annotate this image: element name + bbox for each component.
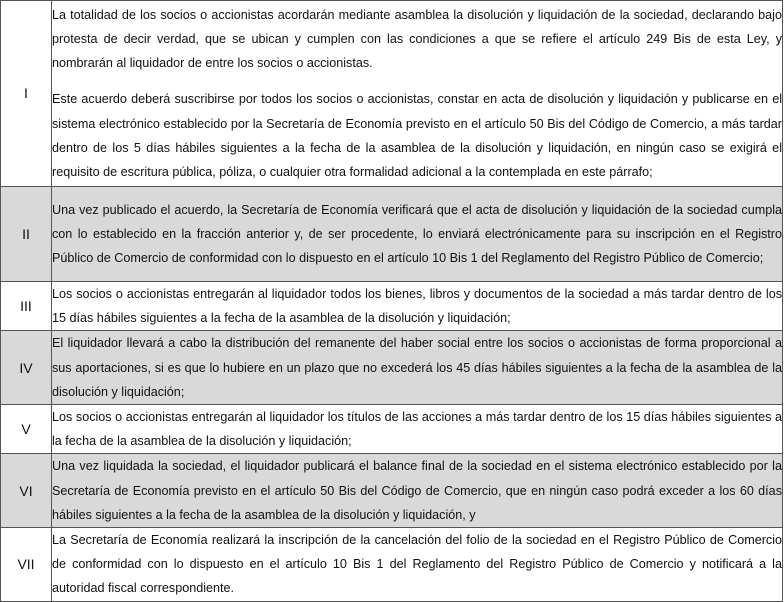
row-numeral: I	[1, 1, 52, 187]
table-row	[1, 528, 783, 602]
table-row	[1, 331, 783, 405]
table-row	[1, 454, 783, 528]
row-numeral: VI	[1, 454, 52, 528]
paragraph: Este acuerdo deberá suscribirse por todos los socios o accionistas, constar en acta de disolución y liquidación y publicarse en el sistema electrónico establecido por la Secretaría de Economía previsto en el artículo 50 Bis del Código de Comercio, a más tardar dentro de los 5 días hábiles siguientes a la fecha de la asamblea de la disolución y liquidación, en ningún caso se exigirá el requisito de escritura pública, póliza, o cualquier otra formalidad adicional a la contemplada en este párrafo;	[52, 92, 782, 179]
row-numeral: V	[1, 405, 52, 454]
row-numeral: IV	[1, 331, 52, 405]
table-row	[1, 282, 783, 331]
row-numeral: II	[1, 187, 52, 282]
paragraph-spacer	[52, 75, 782, 87]
row-text: La Secretaría de Economía realizará la inscripción de la cancelación del folio de la sociedad en el Registro Público de Comercio de conformidad con lo dispuesto en el artículo 10 Bis 1 del Reglamento del Registro Público de Comercio y notificará a la autoridad fiscal correspondiente.	[52, 528, 783, 602]
row-numeral: III	[1, 282, 52, 331]
row-text: Una vez liquidada la sociedad, el liquidador publicará el balance final de la sociedad en el sistema electrónico establecido por la Secretaría de Economía previsto en el artículo 50 Bis del Código de Comercio, que en ningún caso podrá exceder a los 60 días hábiles siguientes a la fecha de la asamblea de la disolución y liquidación, y	[52, 454, 783, 528]
row-text: Una vez publicado el acuerdo, la Secretaría de Economía verificará que el acta de disolución y liquidación de la sociedad cumpla con lo establecido en la fracción anterior y, de ser procedente, lo enviará electrónicamente para su inscripción en el Registro Público de Comercio de conformidad con lo dispuesto en el artículo 10 Bis 1 del Reglamento del Registro Público de Comercio;	[52, 187, 783, 282]
row-text	[52, 1, 783, 187]
row-text: El liquidador llevará a cabo la distribución del remanente del haber social entre los socios o accionistas de forma proporcional a sus aportaciones, si es que lo hubiere en un plazo que no excederá los 45 días hábiles siguientes a la fecha de la asamblea de la disolución y liquidación;	[52, 331, 783, 405]
table-row	[1, 405, 783, 454]
row-text: Los socios o accionistas entregarán al liquidador los títulos de las acciones a más tardar dentro de los 15 días hábiles siguientes a la fecha de la asamblea de la disolución y liquidación;	[52, 405, 783, 454]
table-row	[1, 187, 783, 282]
table-row	[1, 1, 783, 187]
row-text: Los socios o accionistas entregarán al liquidador todos los bienes, libros y documentos de la sociedad a más tardar dentro de los 15 días hábiles siguientes a la fecha de la asamblea de la disolución y liquidación;	[52, 282, 783, 331]
row-numeral: VII	[1, 528, 52, 602]
paragraph: La totalidad de los socios o accionistas acordarán mediante asamblea la disolución y liquidación de la sociedad, declarando bajo protesta de decir verdad, que se ubican y cumplen con las condiciones a que se refiere el artículo 249 Bis de esta Ley, y nombrarán al liquidador de entre los socios o accionistas.	[52, 7, 782, 71]
